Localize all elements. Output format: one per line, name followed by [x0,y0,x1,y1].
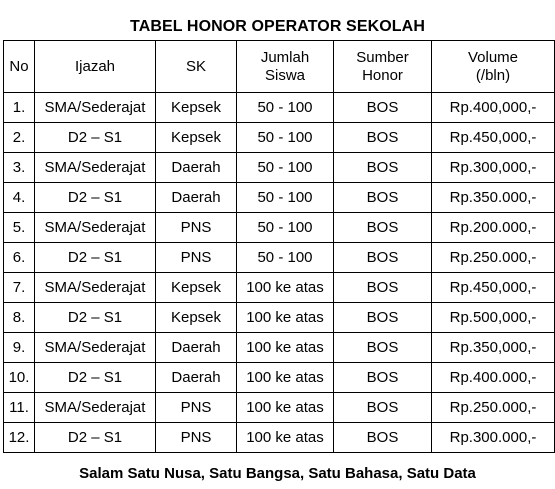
cell-no: 5. [4,213,35,243]
table-row [4,333,555,363]
cell-jumlah-siswa: 100 ke atas [237,273,334,303]
cell-jumlah-siswa: 50 - 100 [237,243,334,273]
cell-sk: PNS [156,213,237,243]
cell-jumlah-siswa: 50 - 100 [237,123,334,153]
cell-no: 6. [4,243,35,273]
table-row [4,183,555,213]
honor-table [3,40,555,453]
cell-jumlah-siswa: 50 - 100 [237,93,334,123]
cell-sumber-honor: BOS [334,363,432,393]
table-row [4,393,555,423]
header-sk [156,41,237,93]
cell-no: 2. [4,123,35,153]
cell-sk: Kepsek [156,303,237,333]
header-jumlah-siswa [237,41,334,93]
table-row [4,303,555,333]
header-sumber-honor-line1: Sumber [356,48,409,66]
cell-ijazah: SMA/Sederajat [35,393,156,423]
cell-volume: Rp.300,000,- [432,153,555,183]
cell-sumber-honor: BOS [334,183,432,213]
header-volume-line2: (/bln) [475,66,511,84]
cell-no: 3. [4,153,35,183]
cell-sumber-honor: BOS [334,243,432,273]
table-header-row [4,41,555,93]
table-row [4,213,555,243]
cell-sumber-honor: BOS [334,123,432,153]
document-title: TABEL HONOR OPERATOR SEKOLAH [130,18,425,35]
cell-sumber-honor: BOS [334,423,432,453]
cell-jumlah-siswa: 100 ke atas [237,423,334,453]
cell-no: 1. [4,93,35,123]
cell-sumber-honor: BOS [334,93,432,123]
cell-sk: PNS [156,393,237,423]
cell-jumlah-siswa: 100 ke atas [237,363,334,393]
cell-volume: Rp.300.000,- [432,423,555,453]
cell-no: 7. [4,273,35,303]
cell-sk: Daerah [156,153,237,183]
cell-ijazah: SMA/Sederajat [35,213,156,243]
cell-no: 11. [4,393,35,423]
header-no [4,41,35,93]
cell-ijazah: SMA/Sederajat [35,273,156,303]
cell-no: 4. [4,183,35,213]
cell-sk: Daerah [156,333,237,363]
cell-sumber-honor: BOS [334,333,432,363]
cell-no: 8. [4,303,35,333]
cell-no: 10. [4,363,35,393]
document-footer-slogan: Salam Satu Nusa, Satu Bangsa, Satu Bahasa, Satu Data [79,465,476,482]
cell-volume: Rp.450,000,- [432,123,555,153]
cell-jumlah-siswa: 100 ke atas [237,333,334,363]
header-jumlah-siswa-line1: Jumlah [260,48,310,66]
table-row [4,93,555,123]
cell-ijazah: D2 – S1 [35,243,156,273]
cell-sk: Kepsek [156,273,237,303]
table-row [4,363,555,393]
cell-sk: Daerah [156,363,237,393]
cell-ijazah: D2 – S1 [35,123,156,153]
cell-no: 12. [4,423,35,453]
header-ijazah [35,41,156,93]
cell-ijazah: D2 – S1 [35,423,156,453]
cell-volume: Rp.400.000,- [432,363,555,393]
cell-volume: Rp.400,000,- [432,93,555,123]
header-jumlah-siswa-line2: Siswa [264,66,305,84]
cell-jumlah-siswa: 50 - 100 [237,183,334,213]
cell-sumber-honor: BOS [334,153,432,183]
cell-jumlah-siswa: 100 ke atas [237,393,334,423]
cell-ijazah: SMA/Sederajat [35,93,156,123]
cell-volume: Rp.250.000,- [432,243,555,273]
cell-volume: Rp.500,000,- [432,303,555,333]
cell-sumber-honor: BOS [334,213,432,243]
table-row [4,273,555,303]
header-volume-line1: Volume [467,48,519,66]
cell-ijazah: SMA/Sederajat [35,333,156,363]
cell-sk: PNS [156,243,237,273]
table-row [4,423,555,453]
header-ijazah-label: Ijazah [74,57,116,75]
header-sumber-honor [334,41,432,93]
cell-ijazah: D2 – S1 [35,363,156,393]
cell-volume: Rp.250.000,- [432,393,555,423]
cell-ijazah: D2 – S1 [35,303,156,333]
table-row [4,123,555,153]
table-row [4,243,555,273]
cell-volume: Rp.350.000,- [432,183,555,213]
cell-sk: Kepsek [156,93,237,123]
cell-sk: PNS [156,423,237,453]
cell-jumlah-siswa: 50 - 100 [237,213,334,243]
cell-volume: Rp.450,000,- [432,273,555,303]
cell-sumber-honor: BOS [334,273,432,303]
cell-jumlah-siswa: 100 ke atas [237,303,334,333]
cell-ijazah: D2 – S1 [35,183,156,213]
cell-volume: Rp.200.000,- [432,213,555,243]
cell-ijazah: SMA/Sederajat [35,153,156,183]
header-sumber-honor-line2: Honor [362,66,403,84]
header-no-label: No [9,57,29,75]
header-sk-label: SK [185,57,206,75]
cell-sk: Daerah [156,183,237,213]
table-row [4,153,555,183]
header-volume [432,41,555,93]
cell-volume: Rp.350,000,- [432,333,555,363]
cell-sk: Kepsek [156,123,237,153]
cell-jumlah-siswa: 50 - 100 [237,153,334,183]
cell-sumber-honor: BOS [334,303,432,333]
cell-sumber-honor: BOS [334,393,432,423]
cell-no: 9. [4,333,35,363]
